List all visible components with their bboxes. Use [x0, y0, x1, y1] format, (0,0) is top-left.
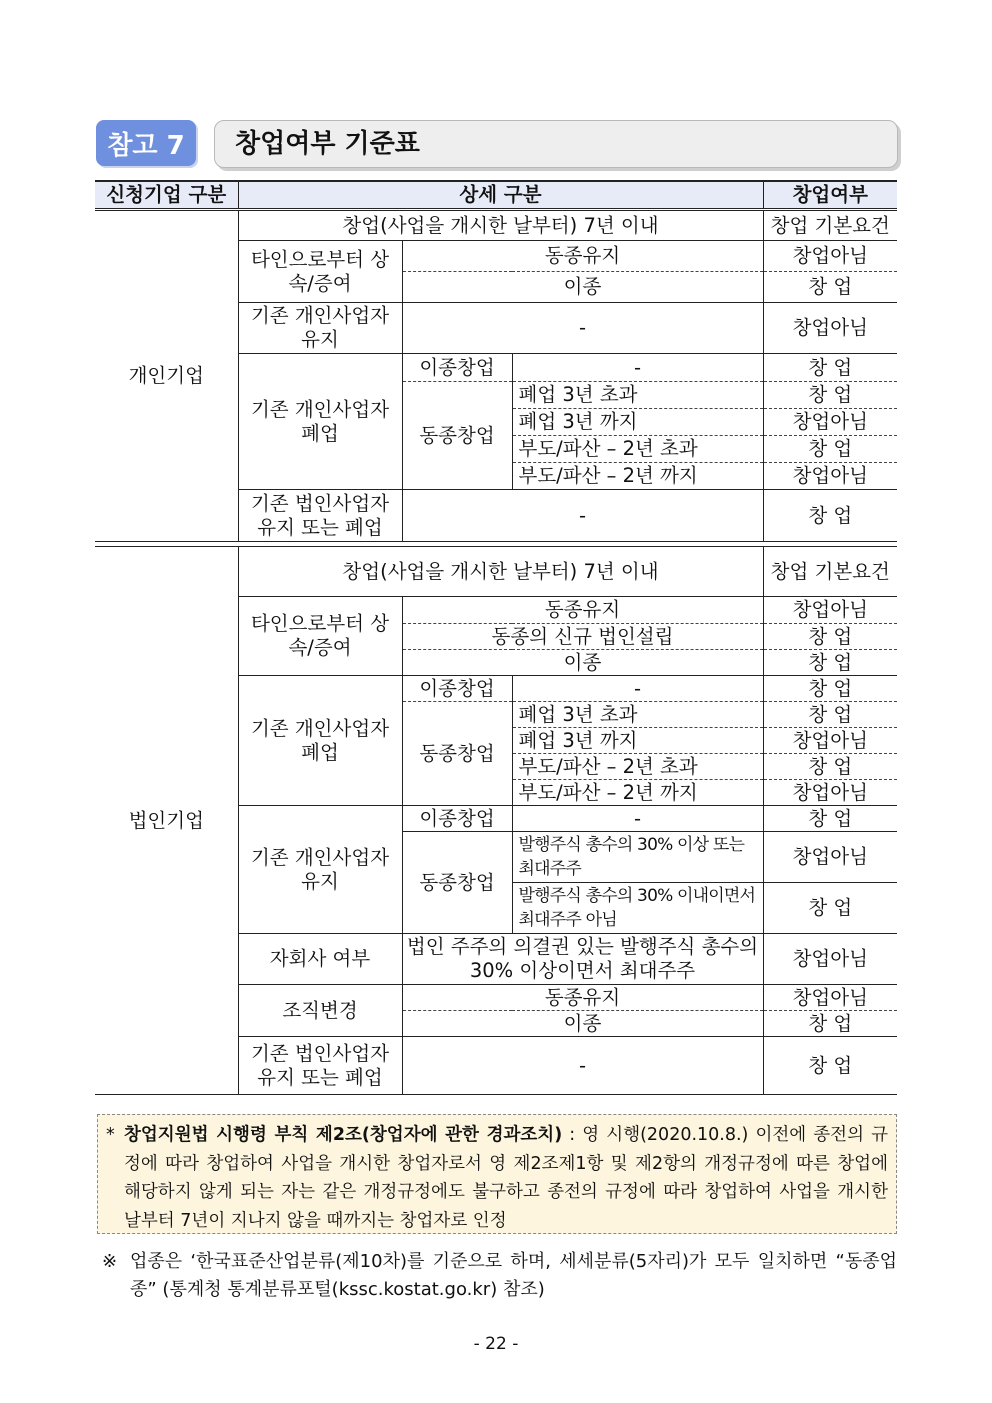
table-cell: 동종유지: [402, 597, 763, 624]
footnote-box: [97, 1114, 897, 1234]
table-cell: 동종창업: [402, 832, 512, 934]
table-cell: 창업(사업을 개시한 날부터) 7년 이내: [238, 210, 763, 241]
result-cell: 창업 기본요건: [763, 210, 897, 241]
result-cell: 창업아님: [763, 832, 897, 883]
startup-criteria-table-corporate: [95, 546, 897, 1095]
table-cell: 기존 법인사업자 유지 또는 폐업: [238, 490, 402, 542]
result-cell: 창 업: [763, 676, 897, 702]
result-cell: 창 업: [763, 436, 897, 463]
table-cell: 부도/파산 – 2년 까지: [512, 463, 763, 490]
table-cell: -: [402, 303, 763, 354]
result-cell: 창 업: [763, 650, 897, 676]
table-cell: 이종창업: [402, 806, 512, 832]
table-cell: 폐업 3년 초과: [512, 702, 763, 728]
table-cell: 기존 법인사업자 유지 또는 폐업: [238, 1037, 402, 1095]
result-cell: 창 업: [763, 702, 897, 728]
category-personal: 개인기업: [95, 210, 238, 542]
result-cell: 창 업: [763, 754, 897, 780]
result-cell: 창 업: [763, 490, 897, 542]
result-cell: 창 업: [763, 624, 897, 650]
result-cell: 창 업: [763, 1037, 897, 1095]
table-cell: 기존 개인사업자 폐업: [238, 354, 402, 490]
result-cell: 창업아님: [763, 241, 897, 272]
table-cell: -: [512, 676, 763, 702]
result-cell: 창업아님: [763, 303, 897, 354]
table-cell: 부도/파산 – 2년 초과: [512, 754, 763, 780]
table-header-row: [95, 181, 897, 210]
table-cell: 창업(사업을 개시한 날부터) 7년 이내: [238, 547, 763, 597]
result-cell: 창 업: [763, 806, 897, 832]
table-cell: 동종의 신규 법인설립: [402, 624, 763, 650]
result-cell: 창업아님: [763, 728, 897, 754]
table-cell: 이종: [402, 272, 763, 303]
table-cell: 조직변경: [238, 985, 402, 1037]
result-cell: 창 업: [763, 883, 897, 934]
result-cell: 창 업: [763, 272, 897, 303]
table-cell: 이종창업: [402, 354, 512, 382]
table-cell: 동종유지: [402, 985, 763, 1011]
table-cell: 부도/파산 – 2년 초과: [512, 436, 763, 463]
result-cell: 창 업: [763, 1011, 897, 1037]
table-cell: -: [402, 490, 763, 542]
table-cell: 발행주식 총수의 30% 이내이면서 최대주주 아님: [512, 883, 763, 934]
table-cell: 타인으로부터 상속/증여: [238, 241, 402, 303]
table-cell: 부도/파산 – 2년 까지: [512, 780, 763, 806]
table-cell: 동종유지: [402, 241, 763, 272]
table-cell: 이종: [402, 1011, 763, 1037]
table-cell: 자회사 여부: [238, 934, 402, 985]
result-cell: 창업아님: [763, 985, 897, 1011]
result-cell: 창업아님: [763, 597, 897, 624]
table-cell: 발행주식 총수의 30% 이상 또는 최대주주: [512, 832, 763, 883]
result-cell: 창업아님: [763, 780, 897, 806]
footnote-title: 창업지원법 시행령 부칙 제2조(창업자에 관한 경과조치): [124, 1125, 563, 1145]
table-cell: 이종창업: [402, 676, 512, 702]
table-cell: -: [512, 354, 763, 382]
table-cell: 동종창업: [402, 382, 512, 490]
table-cell: 법인 주주의 의결권 있는 발행주식 총수의 30% 이상이면서 최대주주: [402, 934, 763, 985]
category-corporate: 법인기업: [95, 547, 238, 1095]
result-cell: 창업아님: [763, 409, 897, 436]
note-text: 업종은 ‘한국표준산업분류(제10차)를 기준으로 하며, 세세분류(5자리)가 모두 일치하면 “동종업종” (통계청 통계분류포털(kssc.kostat.go.kr) 참조): [130, 1251, 897, 1300]
table-cell: 폐업 3년 초과: [512, 382, 763, 409]
table-cell: 폐업 3년 까지: [512, 728, 763, 754]
result-cell: 창업아님: [763, 463, 897, 490]
result-cell: 창업 기본요건: [763, 547, 897, 597]
result-cell: 창 업: [763, 354, 897, 382]
page-number: - 22 -: [473, 1334, 519, 1354]
footnote-star: *: [106, 1125, 115, 1145]
reference-badge: 참고 7: [96, 120, 196, 166]
table-cell: 이종: [402, 650, 763, 676]
footnote-text: : 영 시행(2020.10.8.) 이전에 종전의 규정에 따라 창업하여 사업을 개시한 창업자로서 영 제2조제1항 및 제2항의 개정규정에 따른 창업에 해당하지 않게 되는 자는 같은 개정규정에도 불구하고 종전의 규정에 따라 창업하여 사업을 개시한 날부터 7년이 지나지 않을 때까지는 창업자로 인정: [124, 1125, 888, 1231]
page-title: 창업여부 기준표: [235, 129, 420, 159]
table-cell: -: [512, 806, 763, 832]
table-row: [95, 547, 897, 597]
header-detail: 상세 구분: [238, 181, 763, 210]
title-box: [214, 120, 898, 168]
table-row: [95, 210, 897, 241]
note-mark: ※: [102, 1251, 118, 1272]
table-cell: 동종창업: [402, 702, 512, 806]
table-cell: 타인으로부터 상속/증여: [238, 597, 402, 676]
result-cell: 창업아님: [763, 934, 897, 985]
table-cell: 기존 개인사업자 폐업: [238, 676, 402, 806]
table-cell: 기존 개인사업자 유지: [238, 303, 402, 354]
result-cell: 창 업: [763, 382, 897, 409]
table-cell: -: [402, 1037, 763, 1095]
table-cell: 폐업 3년 까지: [512, 409, 763, 436]
startup-criteria-table: [95, 180, 897, 542]
note: [102, 1248, 897, 1304]
header-applicant-type: 신청기업 구분: [95, 181, 238, 210]
header-result: 창업여부: [763, 181, 897, 210]
table-cell: 기존 개인사업자 유지: [238, 806, 402, 934]
